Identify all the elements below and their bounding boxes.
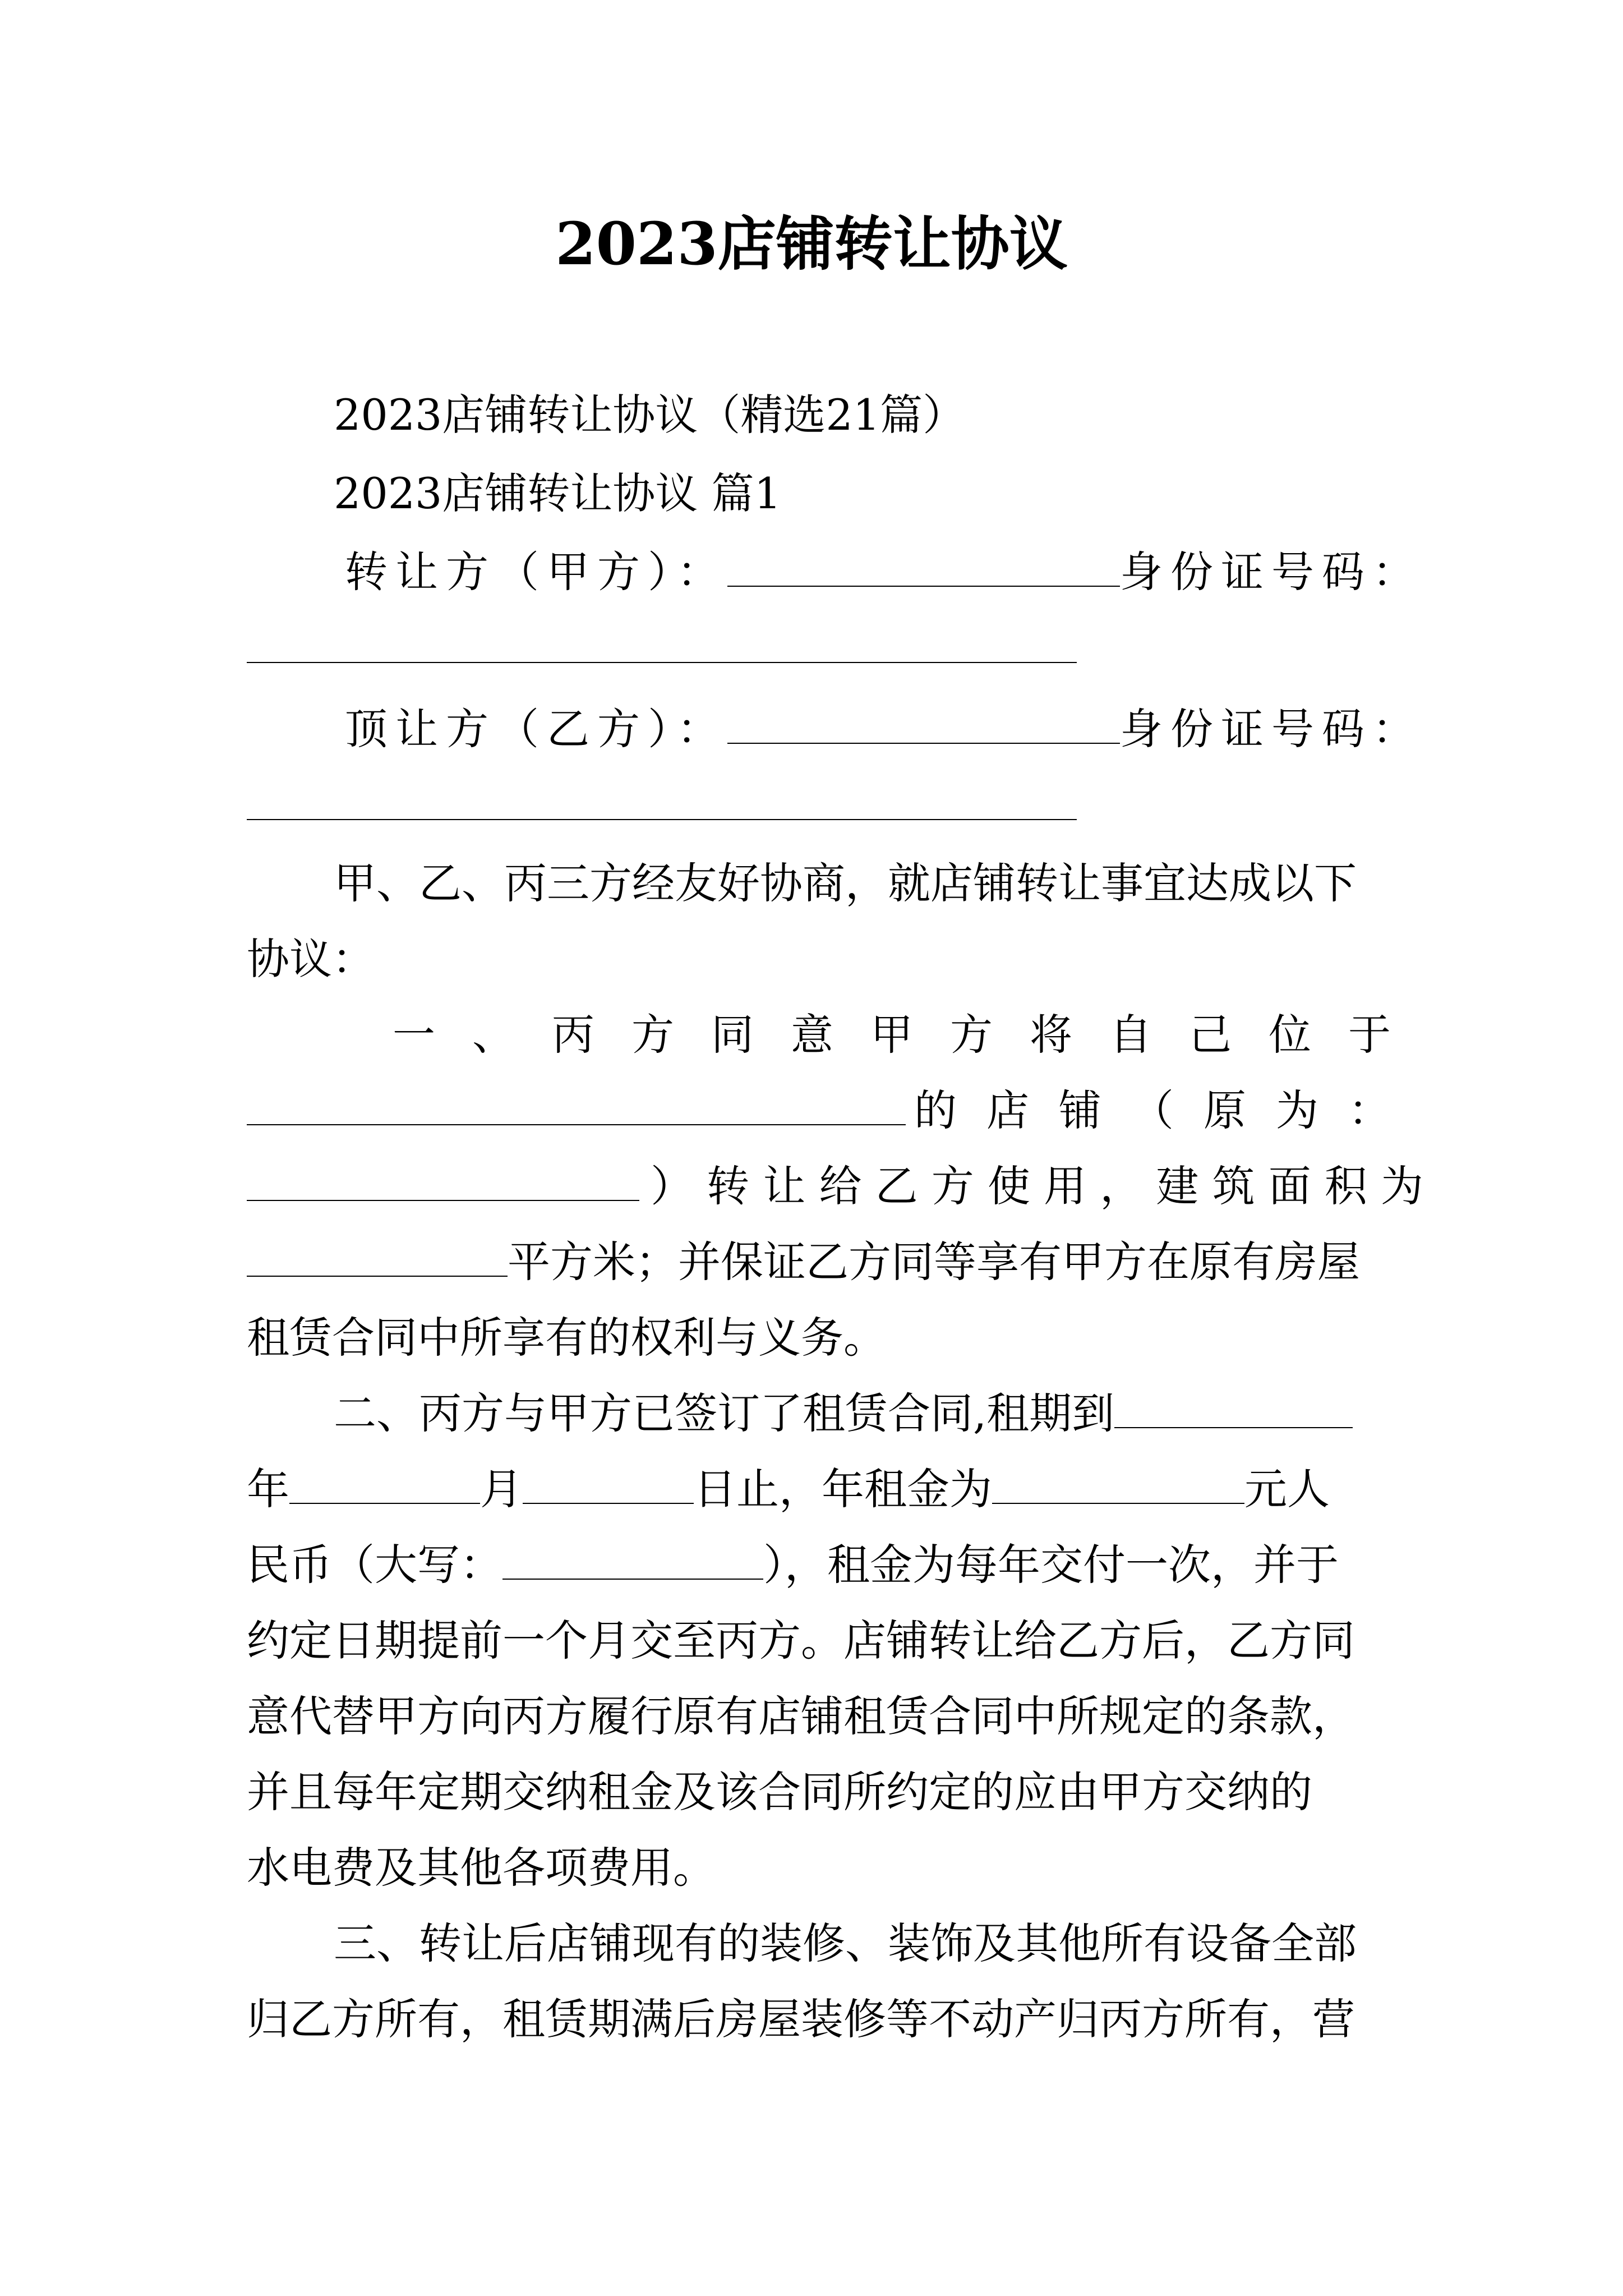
year-label: 年	[247, 1464, 289, 1514]
capital-amount-blank	[502, 1539, 763, 1580]
shop-original-use-blank	[247, 1161, 639, 1201]
transferor-label: 转让方（甲方）：	[345, 547, 727, 597]
clause1-line-4-text: 平方米；并保证乙方同等享有甲方在原有房屋	[508, 1237, 1360, 1287]
transferor-id-label: 身份证号码：	[1120, 547, 1423, 597]
floor-area-blank	[247, 1236, 508, 1277]
transferee-name-blank	[727, 703, 1120, 744]
clause2-line-6: 并且每年定期交纳租金及该合同所约定的应由甲方交纳的	[247, 1767, 1312, 1817]
document-title: 2023店铺转让协议	[555, 209, 1068, 278]
lease-end-month-blank	[289, 1464, 480, 1504]
yuan-label: 元人	[1244, 1464, 1330, 1514]
shop-location-blank	[247, 1085, 906, 1125]
clause1-line-5: 租赁合同中所享有的权利与义务。	[247, 1313, 886, 1363]
annual-rent-blank	[992, 1464, 1244, 1504]
clause2-line-5: 意代替甲方向丙方履行原有店铺租赁合同中所规定的条款，	[247, 1691, 1355, 1741]
clause2-line-3-text: ），租金为每年交付一次，并于	[763, 1540, 1339, 1590]
clause2-line-4: 约定日期提前一个月交至丙方。店铺转让给乙方后，乙方同	[247, 1616, 1355, 1665]
clause3-line-2: 归乙方所有，租赁期满后房屋装修等不动产归丙方所有，营	[247, 1994, 1355, 2044]
document-subtitle: 2023店铺转让协议（精选21篇）	[334, 390, 966, 440]
clause2-line-2	[247, 1461, 1391, 1517]
transferee-id-label: 身份证号码：	[1120, 704, 1423, 754]
clause1-line-3	[247, 1158, 1424, 1214]
lease-end-day-blank	[523, 1464, 694, 1504]
clause2-line-1	[334, 1386, 1394, 1442]
clause1-line-4	[247, 1234, 1391, 1290]
intro-line-2: 协议：	[247, 934, 375, 984]
transferor-line	[345, 544, 1423, 600]
clause2-line-7: 水电费及其他各项费用。	[247, 1843, 716, 1893]
transferor-name-blank	[727, 546, 1120, 587]
clause1-line-2	[247, 1083, 1391, 1139]
clause1-line-1: 一 、 丙 方 同 意 甲 方 将 自 己 位 于	[393, 1010, 1391, 1060]
transferor-id-blank	[247, 662, 1077, 663]
clause1-line-2-text: 的 店 铺 （ 原 为 ：	[914, 1085, 1391, 1135]
transferee-line	[345, 701, 1423, 757]
transferee-label: 顶让方（乙方）：	[345, 704, 727, 754]
lease-end-year-blank	[1114, 1388, 1353, 1428]
capital-amount-label: 民币（大写：	[247, 1540, 502, 1590]
section-heading: 2023店铺转让协议 篇1	[334, 468, 781, 518]
transferee-id-blank	[247, 819, 1077, 820]
annual-rent-label: 日止，年租金为	[694, 1464, 992, 1514]
clause1-line-3-text: ） 转 让 给 乙 方 使 用 ， 建 筑 面 积 为	[651, 1161, 1424, 1211]
clause3-line-1: 三、转让后店铺现有的装修、装饰及其他所有设备全部	[334, 1918, 1357, 1968]
clause2-line-1-text: 二、丙方与甲方已签订了租赁合同,租期到	[334, 1388, 1115, 1438]
month-label: 月	[480, 1464, 523, 1514]
clause2-line-3	[247, 1537, 1391, 1593]
intro-line-1: 甲、乙、丙三方经友好协商，就店铺转让事宜达成以下	[334, 858, 1357, 908]
